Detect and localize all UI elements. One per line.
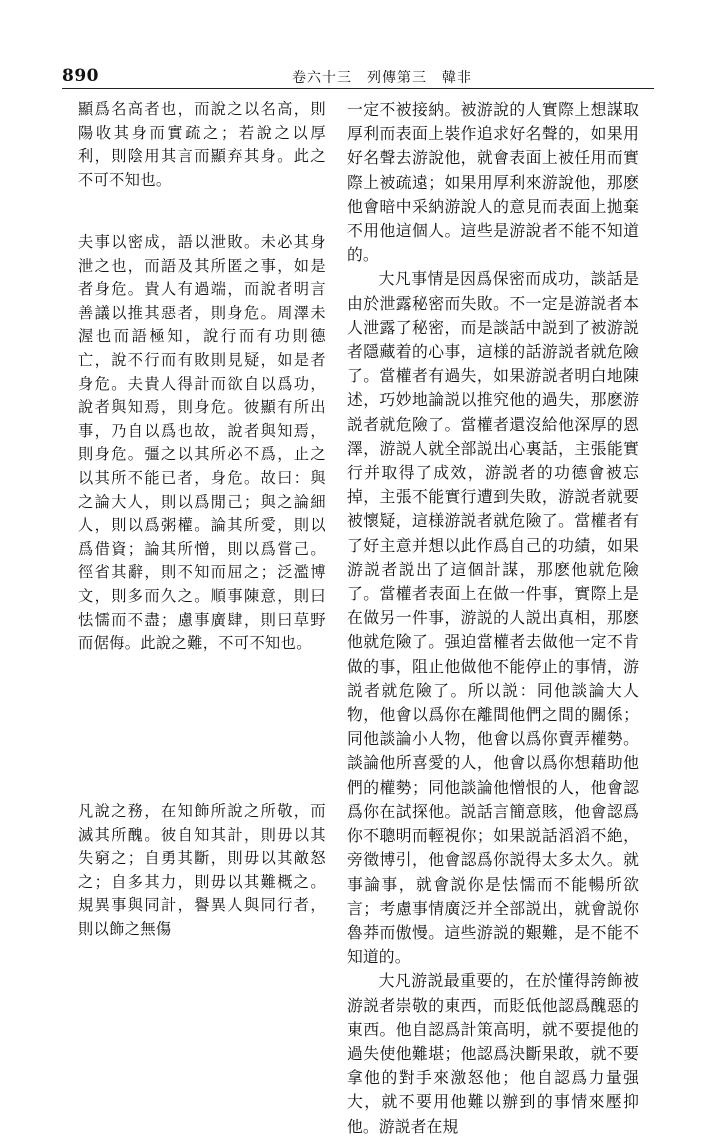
translation-paragraph: 大凡事情是因爲保密而成功，談話是由於泄露秘密而失敗。不一定是游説者本人泄露了秘密，而是談話中説到了被游説者隱藏着的心事，這様的話游説者就危險了。當權者有過失，如果游説者明白地陳述，巧妙地論説以推究他的過失，那麽游説者就危險了。當權者還沒給他深厚的恩澤，游説人就全部説出心裏話，主張能實行并取得了成效，游説者的功德會被忘掉，主張不能實行遭到失敗，游説者就要被懷疑，這様游説者就危險了。當權者有了好主意并想以此作爲自己的功績，如果游説者説出了這個計謀，那麽他就危險了。當權者表面上在做一件事，實際上是在做另一件事，游説的人説出真相，那麽他就危險了。强迫當權者去做他一定不肯做的事，阻止他做他不能停止的事情，游説者就危險了。所以説：同他談論大人物，他會以爲你在離間他們之間的關係；同他談論小人物，他會以爲你賣弄權勢。談論他所喜愛的人，他會以爲你想藉助他們的權勢；同他談論他憎恨的人，他會認爲你在試探他。説話言簡意賅，他會認爲你不聰明而輕視你；如果説話滔滔不絶，旁徵博引，他會認爲你説得太多太久。就事論事，就會説你是怯懦而不能暢所欲言；考慮事情廣泛并全部説出，就會説你魯莽而傲慢。這些游説的艱難，是不能不知道的。 xyxy=(347,269,639,967)
original-paragraph: 夫事以密成，語以泄敗。未必其身泄之也，而語及其所匿之事，如是者身危。貴人有過端，而說者明言善議以推其惡者，則身危。周澤未渥也而語極知，說行而有功則德亡，說不行而有敗則見疑，如是者身危。夫貴人得計而欲自以爲功，說者與知焉，則身危。彼顯有所出事，乃自以爲也故，說者與知焉，則身危。彊之以其所必不爲，止之以其所不能已者，身危。故曰：與之論大人，則以爲閒己；與之論細人，則以爲粥權。論其所愛，則以爲借資；論其所憎，則以爲嘗己。徑省其辭，則不知而屈之；泛濫博文，則多而久之。順事陳意，則曰怯懦而不盡；慮事廣肆，則曰草野而倨侮。此說之難，不可不知也。 xyxy=(78,233,326,653)
original-paragraph: 顯爲名高者也，而說之以名高，則陽收其身而實疏之；若說之以厚利，則陰用其言而顯弃其身。此之不可不知也。 xyxy=(78,100,326,189)
page-header xyxy=(0,0,716,100)
page-number: 890 xyxy=(62,66,99,86)
translation-paragraph: 大凡游説最重要的，在於懂得誇飾被游説者崇敬的東西，而貶低他認爲醜惡的東西。他自認爲計策高明，就不要提他的過失使他難堪；他認爲決斷果敢，就不要拿他的對手來激怒他；他自認爲力量强大，就不要用他難以辦到的事情來壓抑他。游説者在規 xyxy=(347,971,639,1136)
original-text-column xyxy=(78,98,326,970)
translation-paragraph: 一定不被接納。被游說的人實際上想謀取厚利而表面上裝作追求好名聲的，如果用好名聲去游說他，就會表面上被任用而實際上被疏遠；如果用厚利來游說他，那麽他會暗中采納游說人的意見而表面上拋棄不用他這個人。這些是游說者不能不知道的。 xyxy=(347,100,639,265)
header-rule xyxy=(62,88,654,89)
translation-column xyxy=(347,98,639,1136)
original-paragraph: 凡說之務，在知飾所說之所敬，而滅其所醜。彼自知其計，則毋以其失窮之；自勇其斷，則毋以其敵怒之；自多其力，則毋以其難概之。規異事與同計，譽異人與同行者，則以飾之無傷 xyxy=(78,802,326,938)
running-title: 卷六十三 列傳第三 韓非 xyxy=(292,70,472,86)
